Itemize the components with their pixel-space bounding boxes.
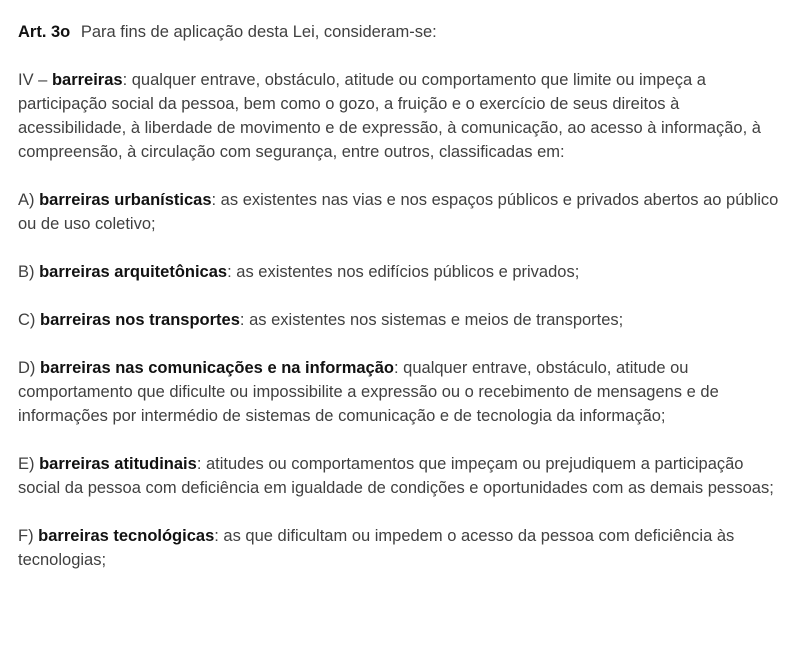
- subitem-letter: D): [18, 359, 40, 377]
- subitem-b-paragraph: [18, 260, 783, 284]
- article-label: Art. 3o: [18, 23, 71, 41]
- item-iv-paragraph: [18, 68, 783, 164]
- subitem-letter: A): [18, 191, 40, 209]
- subitem-letter: E): [18, 455, 40, 473]
- subitem-text: : as existentes nas vias e nos espaços públicos e privados abertos ao público ou de uso coletivo;: [18, 191, 779, 233]
- subitem-a-paragraph: [18, 188, 783, 236]
- article-intro: Para fins de aplicação desta Lei, consideram-se:: [80, 23, 437, 41]
- item-prefix: IV –: [18, 71, 52, 89]
- subitem-term: barreiras urbanísticas: [39, 191, 212, 209]
- subitem-f-paragraph: [18, 524, 783, 572]
- subitem-text: : atitudes ou comportamentos que impeçam ou prejudiquem a participação social da pessoa com deficiência em igualdade de condições e oportunidades com as demais pessoas;: [18, 455, 774, 497]
- item-term: barreiras: [51, 71, 123, 89]
- subitem-letter: B): [18, 263, 40, 281]
- subitem-text: : as existentes nos edifícios públicos e privados;: [227, 263, 580, 281]
- subitem-term: barreiras nos transportes: [40, 311, 240, 329]
- subitem-d-paragraph: [18, 356, 783, 428]
- subitem-e-paragraph: [18, 452, 783, 500]
- item-text: : qualquer entrave, obstáculo, atitude ou comportamento que limite ou impeça a participação social da pessoa, bem como o gozo, a fruição e o exercício de seus direitos à acessibilidade, à liberdade de movimento e de expressão, à comunicação, ao acesso à informação, à compreensão, à circulação com segurança, entre outros, classificadas em:: [18, 71, 761, 161]
- subitem-letter: C): [18, 311, 40, 329]
- subitem-c-paragraph: [18, 308, 783, 332]
- article-heading: [18, 20, 783, 44]
- subitem-letter: F): [18, 527, 39, 545]
- legal-text-document: [18, 20, 783, 596]
- subitem-term: barreiras nas comunicações e na informação: [40, 359, 394, 377]
- subitem-term: barreiras atitudinais: [39, 455, 197, 473]
- subitem-text: : qualquer entrave, obstáculo, atitude ou comportamento que dificulte ou impossibilite a expressão ou o recebimento de mensagens e de informações por intermédio de sistemas de comunicação e de tecnologia da informação;: [18, 359, 719, 425]
- subitem-term: barreiras tecnológicas: [38, 527, 215, 545]
- subitem-text: : as existentes nos sistemas e meios de transportes;: [239, 311, 624, 329]
- subitem-term: barreiras arquitetônicas: [39, 263, 228, 281]
- subitem-text: : as que dificultam ou impedem o acesso da pessoa com deficiência às tecnologias;: [18, 527, 735, 569]
